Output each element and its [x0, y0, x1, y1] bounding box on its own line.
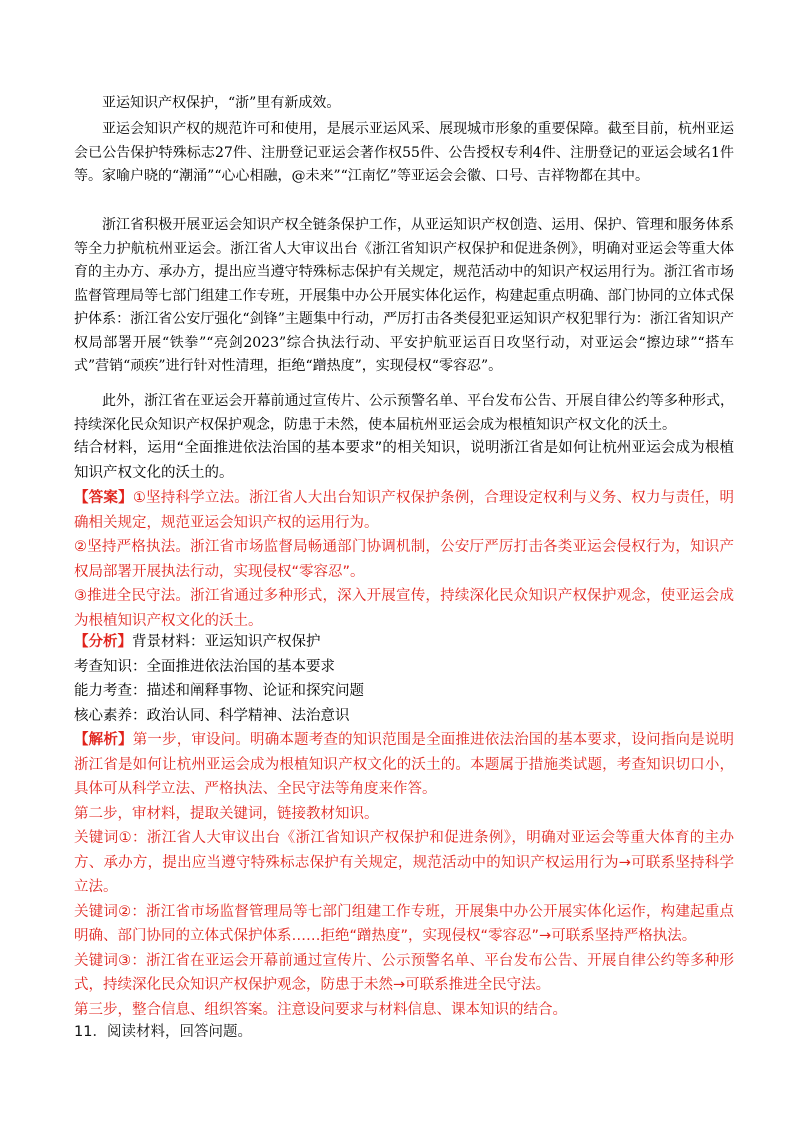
- analysis-literacy: 核心素养：政治认同、科学精神、法治意识: [74, 707, 350, 724]
- explanation-step-2: 第二步，审材料，提取关键词，链接教材知识。: [74, 805, 379, 822]
- next-question-heading: 11．阅读材料，回答问题。: [74, 1024, 252, 1040]
- explanation-tag: 【解析】: [74, 732, 133, 748]
- answer-item-3: ③推进全民守法。浙江省通过多种形式，深入开展宣传，持续深化民众知识产权保护观念，使亚运会成为根植知识产权文化的沃土。: [74, 588, 734, 629]
- explanation-step-3: 第三步，整合信息、组织答案。注意设问要求与材料信息、课本知识的结合。: [74, 1001, 567, 1018]
- analysis-background: 【分析】背景材料：亚运知识产权保护: [74, 634, 321, 650]
- material-paragraph-4: 此外，浙江省在亚运会开幕前通过宣传片、公示预警名单、平台发布公告、开展自律公约等多种形式，持续深化民众知识产权保护观念，防患于未然，使本届杭州亚运会成为根植知识产权文化的沃土。: [74, 393, 734, 433]
- material-paragraph-1: 亚运知识产权保护，“浙”里有新成效。: [102, 95, 341, 111]
- answer-tag: 【答案】: [74, 490, 133, 506]
- analysis-tag: 【分析】: [74, 634, 132, 650]
- analysis-ability: 能力考查：描述和阐释事物、论证和探究问题: [74, 683, 364, 699]
- question-text: 结合材料，运用“全面推进依法治国的基本要求”的相关知识，说明浙江省是如何让杭州亚运会成为根植知识产权文化的沃土的。: [74, 440, 734, 481]
- material-paragraph-3: 浙江省积极开展亚运会知识产权全链条保护工作，从亚运知识产权创造、运用、保护、管理和服务体系等全力护航杭州亚运会。浙江省人大审议出台《浙江省知识产权保护和促进条例》，明确对亚运会等重大体育的主办方、承办方，提出应当遵守特殊标志保护有关规定，规范活动中的知识产权运用行为。浙江省市场监督管理局等七部门组建工作专班，开展集中办公开展实体化运作，构建起重点明确、部门协同的立体式保护体系：浙江省公安厅强化“剑锋”主题集中行动，严厉打击各类侵犯亚运知识产权犯罪行为：浙江省知识产权局部署开展“铁拳”“亮剑2023”综合执法行动、平安护航亚运百日攻坚行动，对亚运会“擦边球”“搭车式”营销“顽疾”进行针对性清理，拒绝“蹭热度”，实现侵权“零容忍”。: [74, 217, 734, 374]
- material-paragraph-2: 亚运会知识产权的规范许可和使用，是展示亚运风采、展现城市形象的重要保障。截至目前，杭州亚运会已公告保护特殊标志27件、注册登记亚运会著作权55件、公告授权专利4件、注册登记的亚运会域名1件等。家喻户晓的“潮涌”“心心相融，@未来”“江南忆”等亚运会会徽、口号、吉祥物都在其中。: [74, 121, 734, 184]
- answer-section: [74, 486, 734, 633]
- answer-item-1: 【答案】①坚持科学立法。浙江省人大出台知识产权保护条例，合理设定权利与义务、权力与责任，明确相关规定，规范亚运会知识产权的运用行为。: [74, 490, 735, 531]
- explanation-step-1: 【解析】第一步，审设问。明确本题考查的知识范围是全面推进依法治国的基本要求，设问指向是说明浙江省是如何让杭州亚运会成为根植知识产权文化的沃土的。本题属于措施类试题，考查知识切口小，具体可从科学立法、严格执法、全民守法等角度来作答。: [74, 732, 735, 797]
- answer-item-2: ②坚持严格执法。浙江省市场监督局畅通部门协调机制，公安厅严厉打击各类亚运会侵权行为，知识产权局部署开展执法行动，实现侵权“零容忍”。: [74, 539, 734, 580]
- keyword-2: 关键词②：浙江省市场监督管理局等七部门组建工作专班，开展集中办公开展实体化运作，构建起重点明确、部门协同的立体式保护体系……拒绝“蹭热度”，实现侵权“零容忍”→可联系坚持严格执法。: [74, 903, 734, 944]
- keyword-1: 关键词①：浙江省人大审议出台《浙江省知识产权保护和促进条例》，明确对亚运会等重大体育的主办方、承办方，提出应当遵守特殊标志保护有关规定，规范活动中的知识产权运用行为→可联系坚持科学立法。: [74, 830, 734, 895]
- analysis-knowledge: 考查知识：全面推进依法治国的基本要求: [74, 658, 335, 675]
- analysis-section: [74, 630, 734, 728]
- explanation-section: [74, 728, 734, 1022]
- keyword-3: 关键词③：浙江省在亚运会开幕前通过宣传片、公示预警名单、平台发布公告、开展自律公约等多种形式，持续深化民众知识产权保护观念，防患于未然→可联系推进全民守法。: [74, 952, 734, 993]
